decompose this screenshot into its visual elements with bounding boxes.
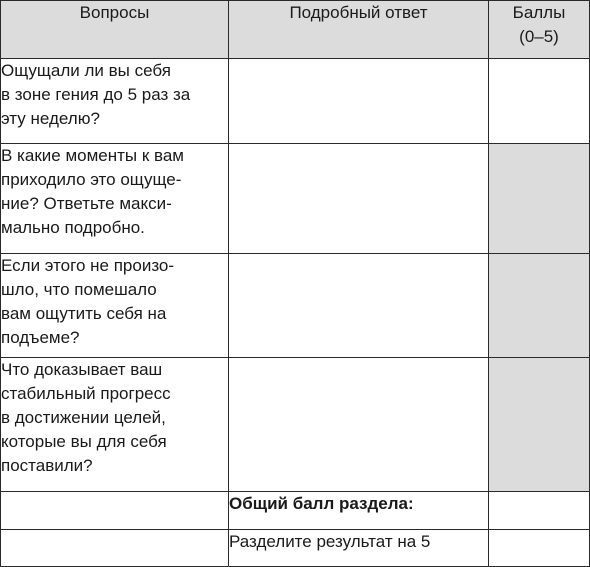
question-line: которые вы для себя bbox=[1, 432, 167, 451]
question-line: эту неделю? bbox=[1, 109, 100, 128]
divide-label: Разделите результат на 5 bbox=[229, 532, 431, 551]
header-row bbox=[1, 1, 590, 59]
divide-row bbox=[1, 530, 590, 567]
question-line: Ощущали ли вы себя bbox=[1, 61, 171, 80]
score-cell-shaded bbox=[489, 358, 590, 492]
question-line: В какие моменты к вам bbox=[1, 146, 184, 165]
question-line: стабильный прогресс bbox=[1, 384, 171, 403]
question-cell bbox=[1, 59, 229, 144]
score-cell-shaded bbox=[489, 144, 590, 254]
questions-header bbox=[1, 1, 229, 59]
divide-label-cell bbox=[229, 530, 489, 567]
total-empty-cell bbox=[1, 492, 229, 530]
question-cell bbox=[1, 144, 229, 254]
divide-result-cell[interactable] bbox=[489, 530, 590, 567]
question-row bbox=[1, 358, 590, 492]
question-row bbox=[1, 144, 590, 254]
score-header bbox=[489, 1, 590, 59]
divide-empty-cell bbox=[1, 530, 229, 567]
total-score-cell[interactable] bbox=[489, 492, 590, 530]
question-line: мально подробно. bbox=[1, 218, 145, 237]
score-header-label: Баллы bbox=[512, 3, 566, 22]
question-row bbox=[1, 254, 590, 358]
answer-cell[interactable] bbox=[229, 358, 489, 492]
question-line: поставили? bbox=[1, 456, 93, 475]
answer-header-label: Подробный ответ bbox=[289, 3, 428, 22]
total-label-cell bbox=[229, 492, 489, 530]
question-line: вам ощутить себя на bbox=[1, 304, 167, 323]
score-header-range: (0–5) bbox=[519, 27, 559, 46]
score-cell[interactable] bbox=[489, 59, 590, 144]
question-line: в зоне гения до 5 раз за bbox=[1, 85, 191, 104]
question-cell bbox=[1, 254, 229, 358]
total-label: Общий балл раздела: bbox=[229, 494, 414, 513]
score-cell-shaded bbox=[489, 254, 590, 358]
answer-cell[interactable] bbox=[229, 254, 489, 358]
question-line: шло, что помешало bbox=[1, 280, 157, 299]
question-row bbox=[1, 59, 590, 144]
answer-cell[interactable] bbox=[229, 59, 489, 144]
question-line: Что доказывает ваш bbox=[1, 360, 163, 379]
answer-cell[interactable] bbox=[229, 144, 489, 254]
question-line: ние? Ответьте макси- bbox=[1, 194, 172, 213]
answer-header bbox=[229, 1, 489, 59]
question-line: приходило это ощуще- bbox=[1, 170, 182, 189]
total-row bbox=[1, 492, 590, 530]
questions-header-label: Вопросы bbox=[79, 3, 150, 22]
question-cell bbox=[1, 358, 229, 492]
question-line: в достижении целей, bbox=[1, 408, 166, 427]
question-line: подъеме? bbox=[1, 328, 80, 347]
question-line: Если этого не произо- bbox=[1, 256, 175, 275]
